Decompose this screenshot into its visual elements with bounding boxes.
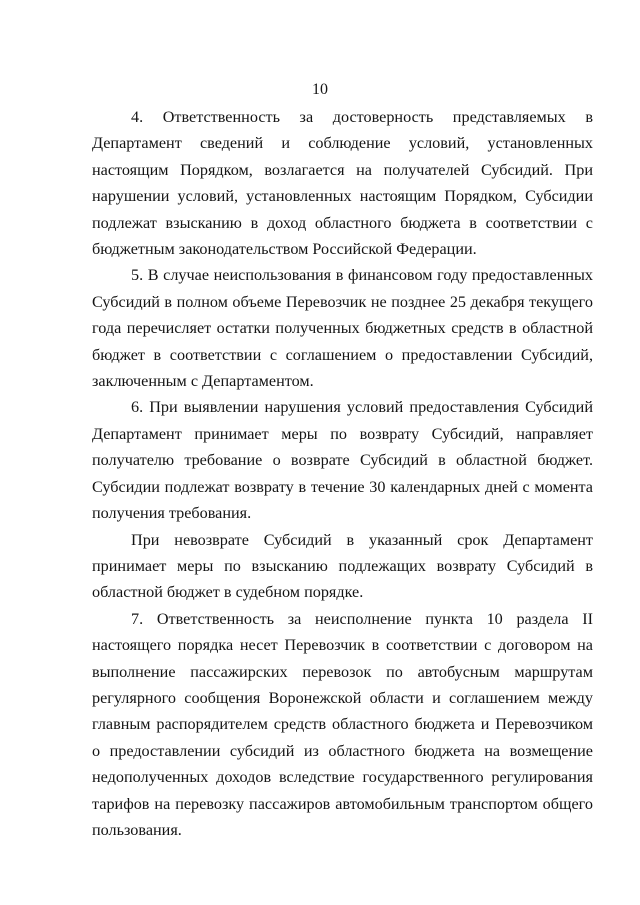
paragraph-clause-7: 7. Ответственность за неисполнение пункта 10 раздела II настоящего порядка несет Перевозчик в соответствии с договором на выполнение пассажирских перевозок по автобусным маршрутам регулярного сообщения Воронежской области и соглашением между главным распорядителем средств областного бюджета и Перевозчиком о предоставлении субсидий из областного бюджета на возмещение недополученных доходов вследствие государственного регулирования тарифов на перевозку пассажиров автомобильным транспортом общего пользования. — [92, 609, 593, 839]
paragraph-clause-6: 6. При выявлении нарушения условий предоставления Субсидий Департамент принимает меры по возврату Субсидий, направляет получателю требование о возврате Субсидий в областной бюджет. Субсидии подлежат возврату в течение 30 календарных дней с момента получения требования. — [92, 398, 593, 523]
paragraph-clause-6-continued: При невозврате Субсидий в указанный срок Департамент принимает меры по взысканию подлежащих возврату Субсидий в областной бюджет в судебном порядке. — [92, 530, 593, 602]
page-number: 10 — [312, 81, 328, 98]
document-body — [92, 104, 593, 843]
paragraph-clause-4: 4. Ответственность за достоверность представляемых в Департамент сведений и соблюдение условий, установленных настоящим Порядком, возлагается на получателей Субсидий. При нарушении условий, установленных настоящим Порядком, Субсидии подлежат взысканию в доход областного бюджета в соответствии с бюджетным законодательством Российской Федерации. — [92, 108, 593, 259]
paragraph-clause-5: 5. В случае неиспользования в финансовом году предоставленных Субсидий в полном объеме Перевозчик не позднее 25 декабря текущего года перечисляет остатки полученных бюджетных средств в областной бюджет в соответствии с соглашением о предоставлении Субсидий, заключенным с Департаментом. — [92, 266, 593, 391]
